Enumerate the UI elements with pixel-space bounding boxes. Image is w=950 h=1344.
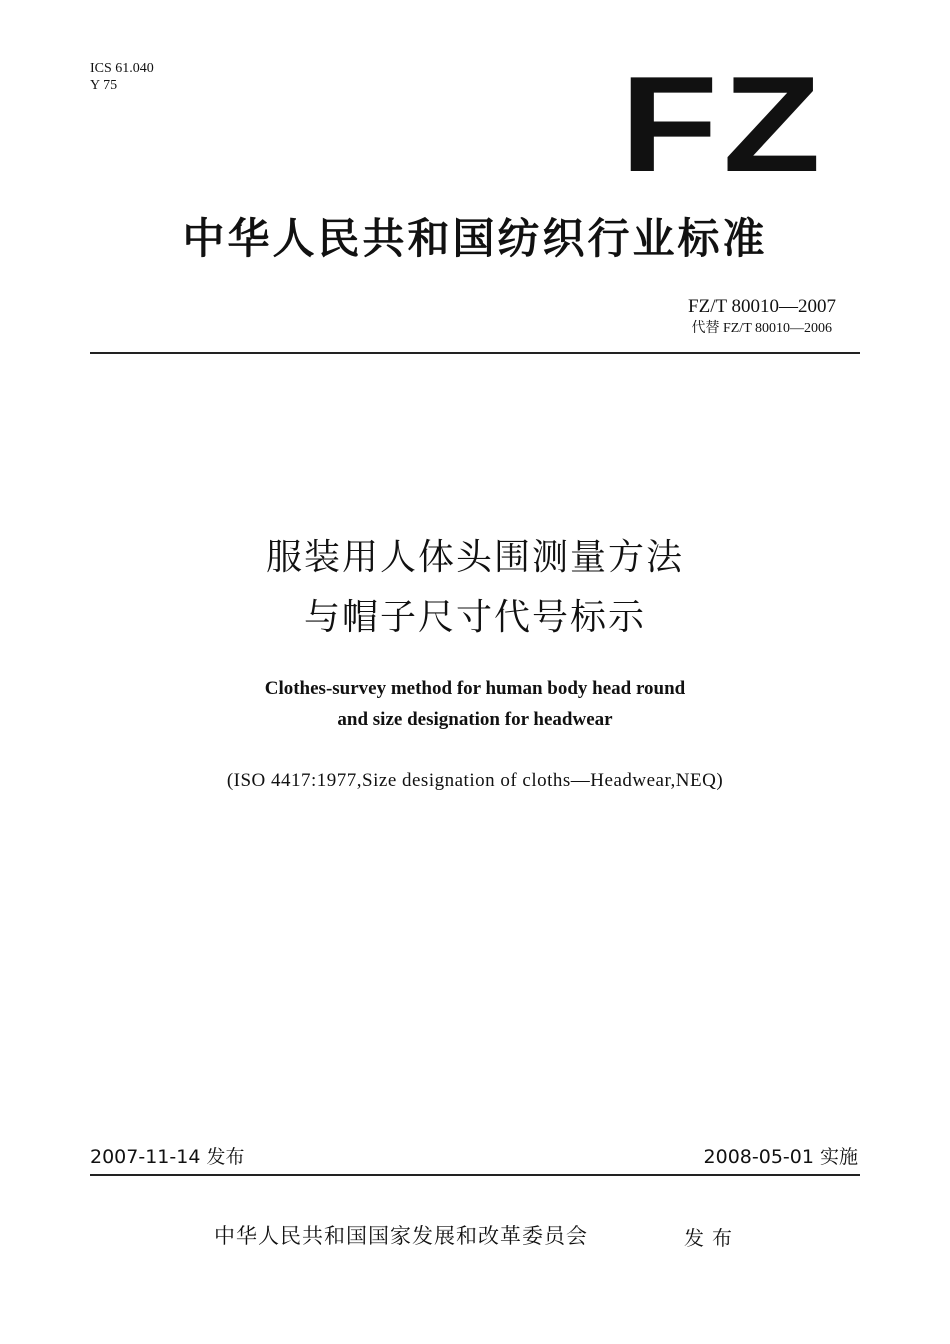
chinese-title-line2: 与帽子尺寸代号标示 xyxy=(303,597,646,638)
english-title-line1: Clothes-survey method for human body head round xyxy=(264,678,686,699)
english-title xyxy=(90,673,860,735)
ics-code: ICS 61.040 xyxy=(90,61,154,76)
publish-label: 发布 xyxy=(684,1226,740,1250)
implementation-date: 2008-05-01 实施 xyxy=(703,1146,858,1168)
fz-logo: FZ xyxy=(620,48,826,200)
publisher: 中华人民共和国国家发展和改革委员会 xyxy=(214,1224,588,1248)
english-title-line2: and size designation for headwear xyxy=(337,709,613,730)
ics-code-block xyxy=(90,60,154,94)
top-divider xyxy=(90,352,860,354)
chinese-title-line1: 服装用人体头围测量方法 xyxy=(265,537,684,578)
standard-replaces: 代替 FZ/T 80010—2006 xyxy=(691,321,832,336)
category-code: Y 75 xyxy=(90,78,118,93)
iso-reference: (ISO 4417:1977,Size designation of cloths—Headwear,NEQ) xyxy=(226,770,724,791)
chinese-title xyxy=(90,528,860,648)
issue-date: 2007-11-14 发布 xyxy=(90,1146,245,1168)
org-title: 中华人民共和国纺织行业标准 xyxy=(182,214,768,263)
standard-number: FZ/T 80010—2007 xyxy=(688,296,836,317)
bottom-divider xyxy=(90,1174,860,1176)
